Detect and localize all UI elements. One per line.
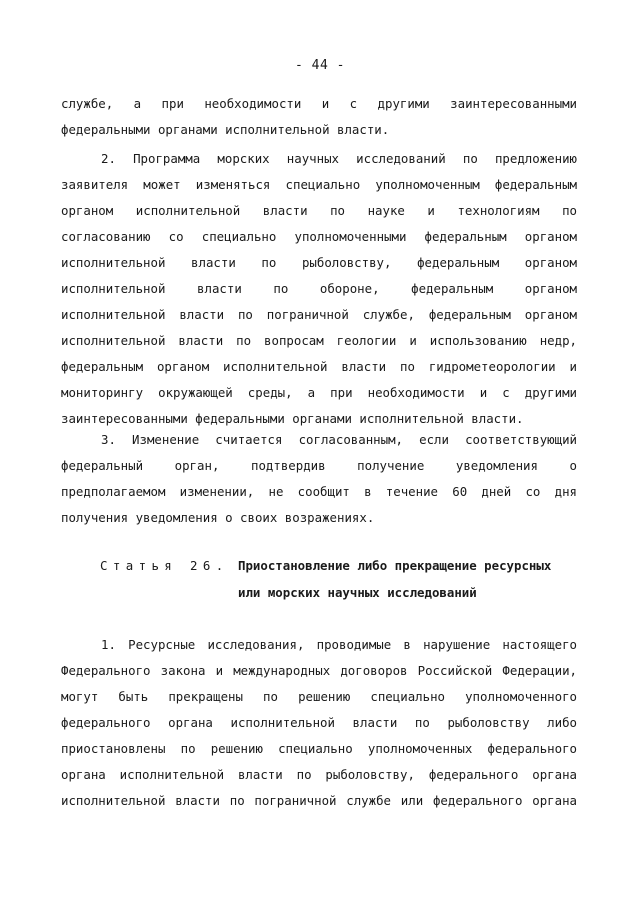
text-line: 1. Ресурсные исследования, проводимые в нарушение настоящего (101, 637, 577, 652)
text-line: исполнительной власти по рыболовству, федеральным органом (61, 255, 577, 270)
text-line: заявителя может изменяться специально уполномоченным федеральным (61, 177, 577, 192)
text-line: согласованию со специально уполномоченными федеральным органом (61, 229, 577, 244)
text-line: федеральными органами исполнительной власти. (61, 122, 390, 137)
text-line: 3. Изменение считается согласованным, если соответствующий (101, 432, 577, 447)
text-line: органом исполнительной власти по науке и технологиям по (61, 203, 577, 218)
paragraph-3 (61, 427, 577, 531)
paragraph-4 (61, 632, 577, 814)
text-line: федеральный орган, подтвердив получение уведомления о (61, 458, 577, 473)
text-line: получения уведомления о своих возражениях. (61, 510, 375, 525)
text-line: исполнительной власти по обороне, федеральным органом (61, 281, 577, 296)
page-number: - 44 - (295, 58, 345, 73)
text-line: исполнительной власти по пограничной службе или федерального органа (61, 793, 577, 808)
text-line: Федерального закона и международных договоров Российской Федерации, (61, 663, 577, 678)
article-title-line-2: или морских научных исследований (238, 585, 477, 600)
text-line: федерального органа исполнительной власти по рыболовству либо (61, 715, 577, 730)
text-line: исполнительной власти по вопросам геологии и использованию недр, (61, 333, 577, 348)
paragraph-2 (61, 146, 577, 432)
text-line: могут быть прекращены по решению специально уполномоченного (61, 689, 577, 704)
text-line: приостановлены по решению специально уполномоченных федерального (61, 741, 577, 756)
text-line: 2. Программа морских научных исследований по предложению (101, 151, 577, 166)
paragraph-continuation (61, 91, 577, 143)
text-line: органа исполнительной власти по рыболовству, федерального органа (61, 767, 577, 782)
text-line: исполнительной власти по пограничной службе, федеральным органом (61, 307, 577, 322)
text-line: мониторингу окружающей среды, а при необходимости и с другими (61, 385, 577, 400)
article-title-line-1: Приостановление либо прекращение ресурсных (238, 558, 552, 573)
text-line: заинтересованными федеральными органами исполнительной власти. (61, 411, 524, 426)
text-line: предполагаемом изменении, не сообщит в течение 60 дней со дня (61, 484, 577, 499)
text-line: федеральным органом исполнительной власти по гидрометеорологии и (61, 359, 577, 374)
text-line: службе, а при необходимости и с другими заинтересованными (61, 96, 577, 111)
article-label: Статья 26. (100, 558, 229, 573)
